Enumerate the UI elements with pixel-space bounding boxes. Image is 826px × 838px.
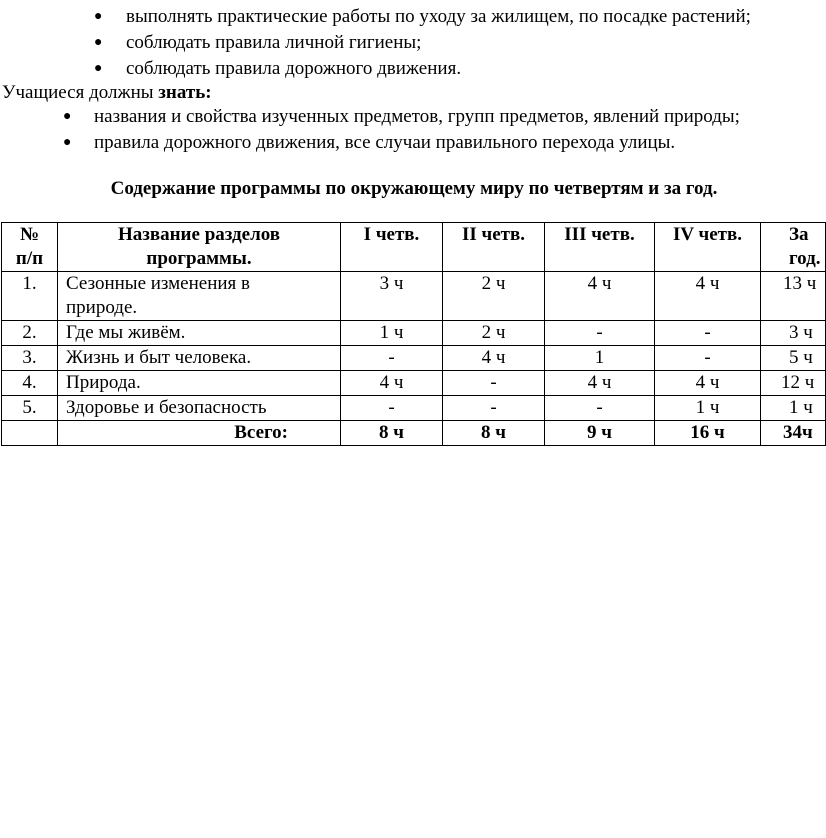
row-name: Где мы живём. [58, 321, 341, 346]
table-row [2, 346, 826, 371]
row-q1: - [341, 396, 443, 421]
row-q4: 1 ч [655, 396, 761, 421]
total-year: 34ч [761, 421, 826, 446]
bullet-icon: ● [94, 61, 103, 76]
row-q1: 1 ч [341, 321, 443, 346]
row-year: 1 ч [761, 396, 826, 421]
row-num: 4. [2, 371, 58, 396]
row-q1: 4 ч [341, 371, 443, 396]
row-q1: 3 ч [341, 272, 443, 321]
row-name: Здоровье и безопасность [58, 396, 341, 421]
header-q3: III четв. [545, 223, 655, 272]
row-q2: - [443, 371, 545, 396]
table-total-row [2, 421, 826, 446]
row-name: Природа. [58, 371, 341, 396]
skills-list-item: выполнять практические работы по уходу за жилищем, по посадке растений; [126, 6, 751, 27]
total-q1: 8 ч [341, 421, 443, 446]
total-q2: 8 ч [443, 421, 545, 446]
header-q4: IV четв. [655, 223, 761, 272]
row-num: 1. [2, 272, 58, 321]
skills-list-item: соблюдать правила личной гигиены; [126, 32, 422, 53]
total-label: Всего: [58, 421, 341, 446]
table-header-row [2, 223, 826, 272]
header-q1: I четв. [341, 223, 443, 272]
bullet-icon: ● [63, 135, 72, 150]
table-row [2, 396, 826, 421]
row-q4: 4 ч [655, 272, 761, 321]
header-num: № п/п [2, 223, 58, 272]
row-q3: - [545, 321, 655, 346]
total-empty-cell [2, 421, 58, 446]
know-list-item: названия и свойства изученных предметов, групп предметов, явлений природы; [94, 106, 740, 127]
bullet-icon: ● [94, 9, 103, 24]
row-q2: - [443, 396, 545, 421]
table-row [2, 272, 826, 321]
header-year: За год. [761, 223, 826, 272]
row-q4: - [655, 321, 761, 346]
row-year: 3 ч [761, 321, 826, 346]
know-intro [2, 82, 212, 104]
know-intro-emphasis: знать: [158, 82, 212, 103]
bullet-icon: ● [63, 109, 72, 124]
total-q3: 9 ч [545, 421, 655, 446]
row-num: 3. [2, 346, 58, 371]
row-name: Сезонные изменения в природе. [58, 272, 341, 321]
know-list-item: правила дорожного движения, все случаи правильного перехода улицы. [94, 132, 676, 153]
header-q2: II четв. [443, 223, 545, 272]
header-name: Название разделов программы. [58, 223, 341, 272]
row-q4: 4 ч [655, 371, 761, 396]
row-year: 12 ч [761, 371, 826, 396]
skills-list-item: соблюдать правила дорожного движения. [126, 58, 462, 79]
program-table [1, 222, 826, 446]
row-q3: - [545, 396, 655, 421]
row-q1: - [341, 346, 443, 371]
row-q3: 4 ч [545, 371, 655, 396]
row-name: Жизнь и быт человека. [58, 346, 341, 371]
know-intro-prefix: Учащиеся должны [2, 82, 159, 103]
row-q2: 2 ч [443, 321, 545, 346]
row-q2: 4 ч [443, 346, 545, 371]
total-q4: 16 ч [655, 421, 761, 446]
row-q2: 2 ч [443, 272, 545, 321]
row-q3: 1 [545, 346, 655, 371]
table-row [2, 321, 826, 346]
bullet-icon: ● [94, 35, 103, 50]
row-year: 13 ч [761, 272, 826, 321]
row-q3: 4 ч [545, 272, 655, 321]
row-num: 5. [2, 396, 58, 421]
row-q4: - [655, 346, 761, 371]
table-heading: Содержание программы по окружающему миру по четвертям и за год. [110, 178, 718, 199]
row-num: 2. [2, 321, 58, 346]
table-row [2, 371, 826, 396]
row-year: 5 ч [761, 346, 826, 371]
